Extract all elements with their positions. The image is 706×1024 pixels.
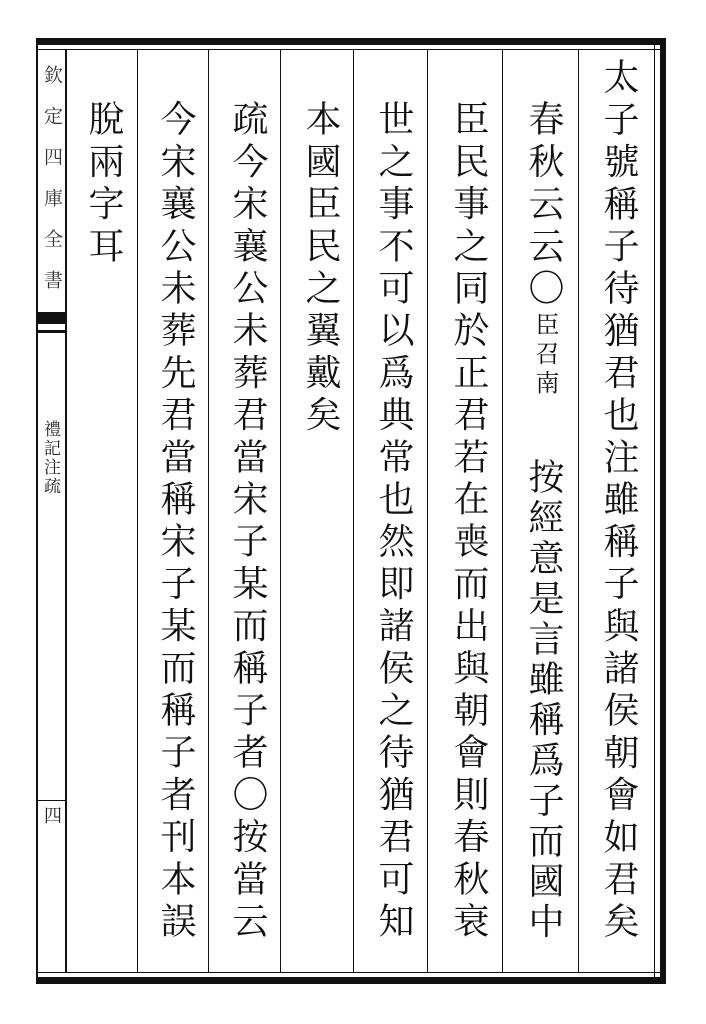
text-column-5: 本國臣民之翼戴矣 [300, 100, 341, 438]
column-divider [280, 49, 281, 972]
text-column-8: 脫兩字耳 [83, 100, 124, 269]
page-number: 四 [41, 806, 62, 826]
column-divider [427, 49, 428, 972]
column-divider [65, 49, 67, 972]
fishtail-block [38, 312, 66, 324]
bottom-border-thick [38, 977, 666, 984]
text-column-6: 疏今宋襄公未葬君當宋子某而稱子者〇按當云 [227, 100, 268, 944]
column-divider [353, 49, 354, 972]
column-divider [578, 49, 579, 972]
right-border-thin [654, 45, 655, 977]
page-number-rule-top [38, 800, 66, 801]
section-title: 禮記注疏 [40, 420, 60, 496]
top-border-thin [38, 49, 666, 50]
text-column-7: 今宋襄公未葬先君當稱宋子某而稱子者刊本誤 [155, 100, 196, 944]
right-border-thick [660, 38, 666, 984]
top-border-thick [38, 38, 666, 45]
book-title: 欽定四庫全書 [41, 65, 63, 311]
text-column-3: 臣民事之同於正君若在喪而出與朝會則春秋衰 [448, 100, 489, 944]
fishtail-line [38, 330, 66, 333]
text-column-2-start: 春秋云云〇 [523, 100, 564, 311]
text-column-2-end: 按經意是言雖稱爲子而國中 [523, 458, 564, 943]
spine-left-rule [36, 38, 38, 984]
interlinear-note: 臣召南 [531, 312, 559, 399]
text-column-1: 太子號稱子待猶君也注雖稱子與諸侯朝會如君矣 [598, 58, 639, 945]
column-divider [137, 49, 138, 972]
bottom-border-thin [38, 972, 666, 973]
text-column-4: 世之事不可以爲典常也然即諸侯之待猶君可知 [373, 100, 414, 944]
column-divider [208, 49, 209, 972]
column-divider [502, 49, 503, 972]
